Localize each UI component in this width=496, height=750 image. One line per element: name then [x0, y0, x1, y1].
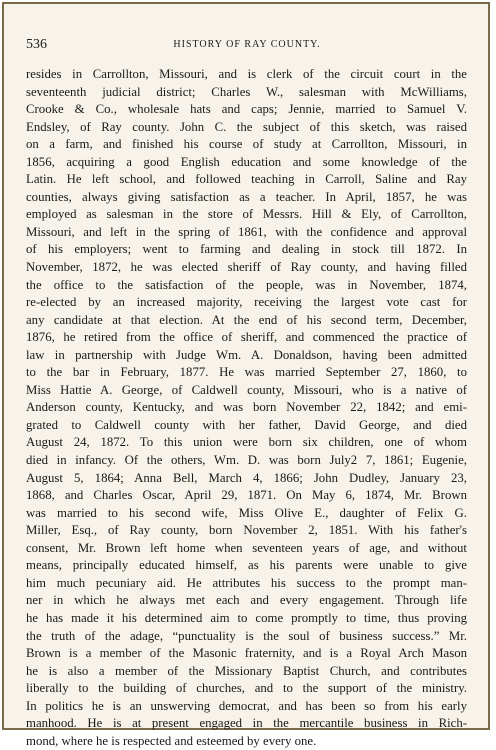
text-line: Crooke & Co., wholesale hats and caps; Jennie, married to Samuel V.	[26, 102, 467, 117]
text-line: seventeenth judicial district; Charles W., salesman with McWilliams,	[26, 84, 467, 99]
text-line: him much pecuniary aid. He attributes his success to the prompt man-	[26, 575, 467, 590]
text-line: he is also a member of the Missionary Baptist Church, and contributes	[26, 663, 467, 678]
book-page	[2, 2, 490, 748]
text-line: Latin. He left school, and followed teaching in Carroll, Saline and Ray	[26, 172, 467, 187]
text-line: re-elected by an increased majority, receiving the largest vote cast for	[26, 295, 467, 310]
text-line: the office to the satisfaction of the people, was in November, 1874,	[26, 277, 467, 292]
text-line: died in infancy. Of the others, Wm. D. was born July2 7, 1861; Eugenie,	[26, 453, 467, 468]
text-line: August 5, 1864; Anna Bell, March 4, 1866; John Dudley, January 23,	[26, 470, 467, 485]
text-line: of his employers; went to farming and dealing in stock till 1872. In	[26, 242, 467, 257]
text-line: ner in which he always met each and every engagement. Through life	[26, 593, 467, 608]
text-line: Brown is a member of the Masonic fraternity, and is a Royal Arch Mason	[26, 646, 467, 661]
text-line: 1876, he retired from the office of sheriff, and commenced the practice of	[26, 330, 467, 345]
text-line: liberally to the building of churches, and to the support of the ministry.	[26, 681, 467, 696]
text-line: law in partnership with Judge Wm. A. Donaldson, having been admitted	[26, 347, 467, 362]
text-line: 1856, acquiring a good English education and some knowledge of the	[26, 154, 467, 169]
text-line: 1868, and Charles Oscar, April 29, 1871. On May 6, 1874, Mr. Brown	[26, 488, 467, 503]
text-line: Endsley, of Ray county. John C. the subject of this sketch, was raised	[26, 119, 467, 134]
text-line: August 24, 1872. To this union were born six children, one of whom	[26, 435, 467, 450]
text-line: counties, always giving satisfaction as a teacher. In April, 1857, he was	[26, 189, 467, 204]
page-header	[26, 37, 468, 53]
text-line: manhood. He is at present engaged in the mercantile business in Rich-	[26, 716, 467, 731]
text-line: resides in Carrollton, Missouri, and is clerk of the circuit court in the	[26, 67, 467, 81]
text-line: Missouri, and left in the spring of 1861, with the confidence and approval	[26, 224, 467, 239]
text-line: he has made it his determined aim to come promptly to time, thus proving	[26, 610, 467, 625]
text-line: Miller, Esq., of Ray county, born November 2, 1851. With his father's	[26, 523, 467, 538]
text-line: the truth of the adage, “punctuality is the soul of business success.” Mr.	[26, 628, 467, 643]
text-line: on a farm, and finished his course of study at Carrollton, Missouri, in	[26, 137, 467, 152]
text-line: any candidate at that election. At the end of his second term, December,	[26, 312, 467, 327]
body-text	[26, 66, 467, 750]
text-line: Anderson county, Kentucky, and was born November 22, 1842; and emi-	[26, 400, 467, 415]
text-line: was married to his second wife, Miss Olive E., daughter of Felix G.	[26, 505, 467, 520]
text-line: consent, Mr. Brown left home when seventeen years of age, and without	[26, 540, 467, 555]
text-line: November, 1872, he was elected sheriff of Ray county, and having filled	[26, 260, 467, 275]
text-line: grated to Caldwell county with her father, David George, and died	[26, 417, 467, 432]
text-line: mond, where he is respected and esteemed by every one.	[26, 733, 317, 748]
text-line: means, principally educated himself, as his parents were unable to give	[26, 558, 467, 573]
text-line: employed as salesman in the store of Messrs. Hill & Ely, of Carrollton,	[26, 207, 467, 222]
page-number: 536	[26, 37, 47, 52]
text-line: to the bar in February, 1877. He was married September 27, 1860, to	[26, 365, 467, 380]
running-head: HISTORY OF RAY COUNTY.	[173, 39, 321, 50]
text-line: In politics he is an unswerving democrat, and has been so from his early	[26, 698, 467, 713]
text-line: Miss Hattie A. George, of Caldwell county, Missouri, who is a native of	[26, 382, 467, 397]
